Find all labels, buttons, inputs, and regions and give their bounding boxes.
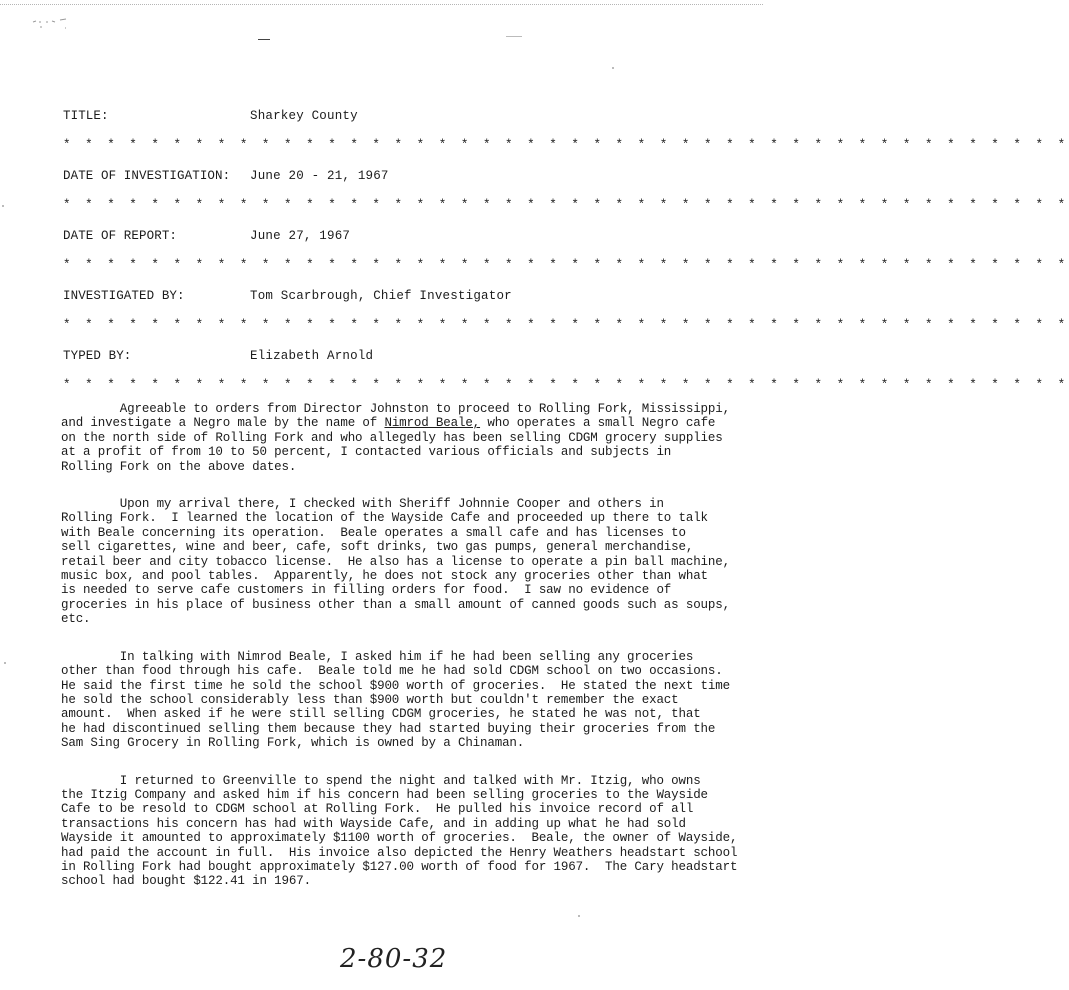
paragraph-4: I returned to Greenville to spend the night and talked with Mr. Itzig, who owns the Itzig Company and asked him if his concern had been selling groceries to the Wayside Cafe to be resold to CDGM school at Rolling Fork. He pulled his invoice record of all transactions his concern has had with Wayside Cafe, and in adding up what he had sold Wayside it amounted to approximately $1100 worth of groceries. Beale, the owner of Wayside, had paid the account in full. His invoice also depicted the Henry Weathers headstart school in Rolling Fork had bought approximately $127.00 worth of food for 1967. The Cary headstart school had bought $122.41 in 1967.	[61, 773, 738, 889]
separator-line: * * * * * * * * * * * * * * * * * * * * * * * * * * * * * * * * * * * * * * * * * * * * * *	[63, 318, 1069, 332]
faint-pen-mark	[506, 36, 522, 37]
date-of-investigation-label: DATE OF INVESTIGATION:	[63, 168, 231, 183]
handwritten-file-number: 2-80-32	[340, 944, 448, 974]
date-of-report-row	[63, 220, 723, 251]
paragraph-1-line-4: at a profit of from 10 to 50 percent, I contacted various officials and subjects in	[61, 445, 672, 460]
paragraph-1-line-3: on the north side of Rolling Fork and who allegedly has been selling CDGM grocery supplies	[61, 430, 723, 445]
date-of-investigation-row	[63, 160, 723, 191]
typed-by-value: Elizabeth Arnold	[250, 348, 374, 363]
investigated-by-row	[63, 280, 723, 311]
paragraph-1-line-2-end: who operates a small Negro cafe	[480, 416, 716, 431]
title-label: TITLE:	[63, 108, 109, 123]
date-of-investigation-value: June 20 - 21, 1967	[250, 168, 389, 183]
date-of-report-value: June 27, 1967	[250, 228, 351, 243]
paragraph-1	[61, 402, 761, 474]
title-row	[63, 100, 723, 131]
investigated-by-value: Tom Scarbrough, Chief Investigator	[250, 288, 512, 303]
top-border-rule	[0, 4, 763, 5]
corner-scan-mark	[32, 16, 72, 30]
scan-speck	[578, 915, 580, 917]
scan-speck	[612, 67, 614, 69]
paragraph-3: In talking with Nimrod Beale, I asked him if he had been selling any groceries other than food through his cafe. Beale told me he had sold CDGM school on two occasions. He said the first time he sold the school $900 worth of groceries. He stated the next time he sold the school considerably less than $900 worth but couldn't remember the exact amount. When asked if he were still selling CDGM groceries, he stated he was not, that he had discontinued selling them because they had started buying their groceries from the Sam Sing Grocery in Rolling Fork, which is owned by a Chinaman.	[61, 649, 730, 751]
separator-line: * * * * * * * * * * * * * * * * * * * * * * * * * * * * * * * * * * * * * * * * * * * * * *	[63, 138, 1069, 152]
paragraph-2: Upon my arrival there, I checked with Sheriff Johnnie Cooper and others in Rolling Fork. I learned the location of the Wayside Cafe and proceeded up there to talk with Beale concerning its operation. Beale operates a small cafe and has licenses to sell cigarettes, wine and beer, cafe, soft drinks, two gas pumps, general merchandise, retail beer and city tobacco license. He also has a license to operate a pin ball machine, music box, and pool tables. Apparently, he does not stock any groceries other than what is needed to serve cafe customers in filling orders for food. I saw no evidence of groceries in his place of business other than a small amount of canned goods such as soups, etc.	[61, 497, 730, 627]
scan-speck	[2, 205, 4, 207]
separator-line: * * * * * * * * * * * * * * * * * * * * * * * * * * * * * * * * * * * * * * * * * * * * * *	[63, 258, 1069, 272]
typed-by-label: TYPED BY:	[63, 348, 132, 363]
pen-dash-mark	[258, 39, 270, 40]
title-value: Sharkey County	[250, 108, 358, 123]
paragraph-1-line-1: Agreeable to orders from Director Johnston to proceed to Rolling Fork, Mississippi,	[61, 402, 730, 416]
paragraph-1-line-5: Rolling Fork on the above dates.	[61, 459, 297, 474]
report-header	[63, 100, 1069, 400]
date-of-report-label: DATE OF REPORT:	[63, 228, 178, 243]
separator-line: * * * * * * * * * * * * * * * * * * * * * * * * * * * * * * * * * * * * * * * * * * * * * *	[63, 198, 1069, 212]
report-body	[61, 402, 761, 912]
scan-speck	[4, 662, 6, 664]
separator-line: * * * * * * * * * * * * * * * * * * * * * * * * * * * * * * * * * * * * * * * * * * * * * *	[63, 378, 1069, 392]
paragraph-1-line-2-start: and investigate a Negro male by the name of	[61, 416, 385, 431]
typed-by-row	[63, 340, 723, 371]
investigated-by-label: INVESTIGATED BY:	[63, 288, 185, 303]
subject-name-underlined: Nimrod Beale,	[384, 416, 481, 431]
